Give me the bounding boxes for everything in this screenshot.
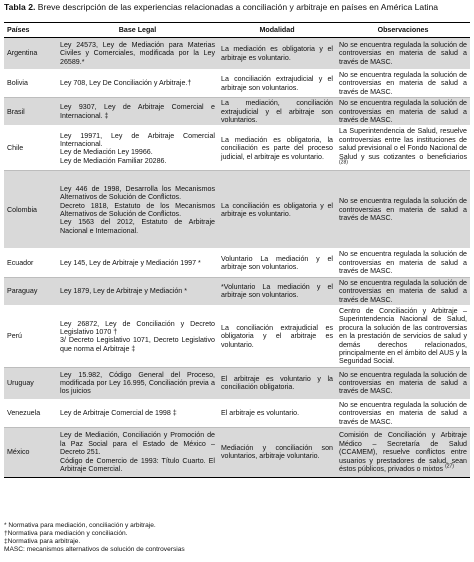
footnotes [4, 522, 470, 554]
cell-legal-basis [57, 367, 218, 399]
legal-line: Ley 1879, Ley de Arbitraje y Mediación * [60, 287, 187, 296]
cell-legal-basis [57, 277, 218, 305]
observation-text: No se encuentra regulada la solución de controversias en materia de salud a través de MASC. [339, 99, 467, 125]
table-row [4, 126, 470, 171]
cell-modality: El arbitraje es voluntario. [218, 399, 336, 427]
legal-line: Código de Comercio de 1993: Título Cuarto. El Arbitraje Comercial. [60, 456, 215, 474]
observation-text: No se encuentra regulada la solución de controversias en materia de salud a través de MASC. [339, 370, 467, 396]
table-row [4, 171, 470, 249]
cell-legal-basis [57, 249, 218, 277]
legal-line: Ley 15.982, Código General del Proceso, modificada por Ley 16.995, Conciliación previa a los juicios [60, 370, 215, 396]
table-row [4, 305, 470, 367]
legal-line: Ley de Mediación, Conciliación y Promoción de la Paz Social para el Estado de México – Decreto 251. [60, 431, 215, 457]
legal-line: Ley 26872, Ley de Conciliación y Decreto Legislativo 1070 † [60, 319, 215, 336]
cell-legal-basis [57, 38, 218, 70]
legal-line: Ley 145, Ley de Arbitraje y Mediación 1997 * [60, 258, 201, 267]
table-caption [4, 2, 470, 13]
legal-line: Ley 708, Ley De Conciliación y Arbitraje.† [60, 79, 192, 88]
cell-observations [336, 38, 470, 70]
cell-observations [336, 171, 470, 249]
cell-legal-basis [57, 98, 218, 126]
caption-label: Tabla 2. [4, 2, 36, 12]
legal-line: Ley 19971, Ley de Arbitraje Comercial Internacional. [60, 131, 215, 149]
footnote-line: * Normativa para mediación, conciliación y arbitraje. [4, 522, 156, 529]
cell-country: Uruguay [4, 367, 57, 399]
cell-modality: Voluntario La mediación y el arbitraje son voluntarios. [218, 249, 336, 277]
cell-observations [336, 427, 470, 477]
cell-modality: *Voluntario La mediación y el arbitraje son voluntarios. [218, 277, 336, 305]
legal-line: Ley de Arbitraje Comercial de 1998 ‡ [60, 409, 177, 418]
table-body [4, 38, 470, 478]
header-legal-basis: Base Legal [57, 23, 218, 38]
cell-modality: La conciliación extrajudicial y el arbitraje son voluntarios. [218, 70, 336, 98]
legal-line: Ley de Mediación Ley 19966. [60, 148, 153, 157]
table-row [4, 277, 470, 305]
header-row [4, 23, 470, 38]
header-modality: Modalidad [218, 23, 336, 38]
cell-legal-basis [57, 427, 218, 477]
table-row [4, 38, 470, 70]
cell-legal-basis [57, 399, 218, 427]
cell-observations [336, 399, 470, 427]
legal-line: Ley 446 de 1998, Desarrolla los Mecanismos Alternativos de Solución de Conflictos. [60, 184, 215, 202]
cell-legal-basis [57, 305, 218, 367]
cell-country: México [4, 427, 57, 477]
cell-modality: La conciliación es obligatoria y el arbitraje es voluntario. [218, 171, 336, 249]
header-observations: Observaciones [336, 23, 470, 38]
observation-text: Centro de Conciliación y Arbitraje – Superintendencia Nacional de Salud, procura la solución de las controversias en la prestación de servicios de salud y demás derechos relacionados, principalmente en el ámbito del AUS y la Seguridad Social. [339, 306, 467, 366]
observation-text: No se encuentra regulada la solución de controversias en materia de salud a través de MASC. [339, 71, 467, 96]
legal-line: Ley 9307, Ley de Arbitraje Comercial e Internacional. ‡ [60, 103, 215, 120]
observation-text: No se encuentra regulada la solución de controversias en materia de salud a través de MASC. [339, 40, 467, 66]
cell-legal-basis [57, 70, 218, 98]
observation-text: No se encuentra regulada la solución de controversias en materia de salud a través de MASC. [339, 250, 467, 276]
cell-observations [336, 98, 470, 126]
cell-country: Chile [4, 126, 57, 171]
footnote-line: MASC: mecanismos alternativos de solución de controversias [4, 546, 185, 553]
cell-observations [336, 367, 470, 399]
cell-country: Paraguay [4, 277, 57, 305]
legal-line: 3/ Decreto Legislativo 1071, Decreto Legislativo que norma el Arbitraje ‡ [60, 336, 215, 353]
cell-observations [336, 126, 470, 171]
reference-superscript: (27) [445, 463, 454, 470]
cell-country: Argentina [4, 38, 57, 70]
header-countries: Países [4, 23, 57, 38]
table-row [4, 367, 470, 399]
table-row [4, 249, 470, 277]
cell-legal-basis [57, 171, 218, 249]
cell-modality: Mediación y conciliación son voluntarios, arbitraje voluntario. [218, 427, 336, 477]
cell-country: Bolivia [4, 70, 57, 98]
cell-modality: La mediación es obligatoria y el arbitraje es voluntario. [218, 38, 336, 70]
observation-text: No se encuentra regulada la solución de controversias en materia de salud a través de MASC. [339, 400, 467, 426]
cell-modality: La mediación, conciliación extrajudicial y el arbitraje son voluntarios. [218, 98, 336, 126]
observation-text: La Superintendencia de Salud, resuelve controversias entre las instituciones de salud previsional o el Fondo Nacional de Salud y sus cotizantes o beneficiarios [339, 127, 467, 161]
observation-text: No se encuentra regulada la solución de controversias en materia de salud a través de MASC. [339, 278, 467, 304]
cell-country: Venezuela [4, 399, 57, 427]
cell-country: Brasil [4, 98, 57, 126]
footnote-line: ‡Normativa para arbitraje. [4, 538, 81, 545]
cell-modality: El arbitraje es voluntario y la conciliación obligatoria. [218, 367, 336, 399]
cell-country: Colombia [4, 171, 57, 249]
countries-table [4, 22, 470, 478]
footnote-line: †Normativa para mediación y conciliación. [4, 530, 128, 537]
cell-modality: La conciliación extrajudicial es obligatoria y el arbitraje es voluntario. [218, 305, 336, 367]
cell-observations [336, 277, 470, 305]
legal-line: Ley de Mediación Familiar 20286. [60, 156, 167, 165]
cell-country: Perú [4, 305, 57, 367]
table-row [4, 70, 470, 98]
cell-observations [336, 70, 470, 98]
cell-observations [336, 305, 470, 367]
observation-text: No se encuentra regulada la solución de controversias en materia de salud a través de MASC. [339, 197, 467, 223]
table-row [4, 399, 470, 427]
cell-modality: La mediación es obligatoria, la conciliación es parte del proceso judicial, el arbitraje es voluntario. [218, 126, 336, 171]
observation-text: Comisión de Conciliación y Arbitraje Médico – Secretaría de Salud (CCAMEM), resuelve conflictos entre usuarios y prestadores de salud, sean éstos públicos, privados o mixtos [339, 431, 467, 474]
table-row [4, 427, 470, 477]
cell-country: Ecuador [4, 249, 57, 277]
caption-text: Breve descripción de las experiencias relacionadas a conciliación y arbitraje en países en América Latina [35, 2, 439, 12]
table-row [4, 98, 470, 126]
cell-observations [336, 249, 470, 277]
cell-legal-basis [57, 126, 218, 171]
legal-line: Decreto 1818, Estatuto de los Mecanismos Alternativos de Solución de Conflictos. [60, 201, 215, 218]
legal-line: Ley 24573, Ley de Mediación para Materias Civiles y Comerciales, modificada por la Ley 26589.* [60, 40, 215, 66]
reference-superscript: (28) [339, 159, 348, 166]
legal-line: Ley 1563 del 2012, Estatuto de Arbitraje Nacional e Internacional. [60, 218, 215, 235]
